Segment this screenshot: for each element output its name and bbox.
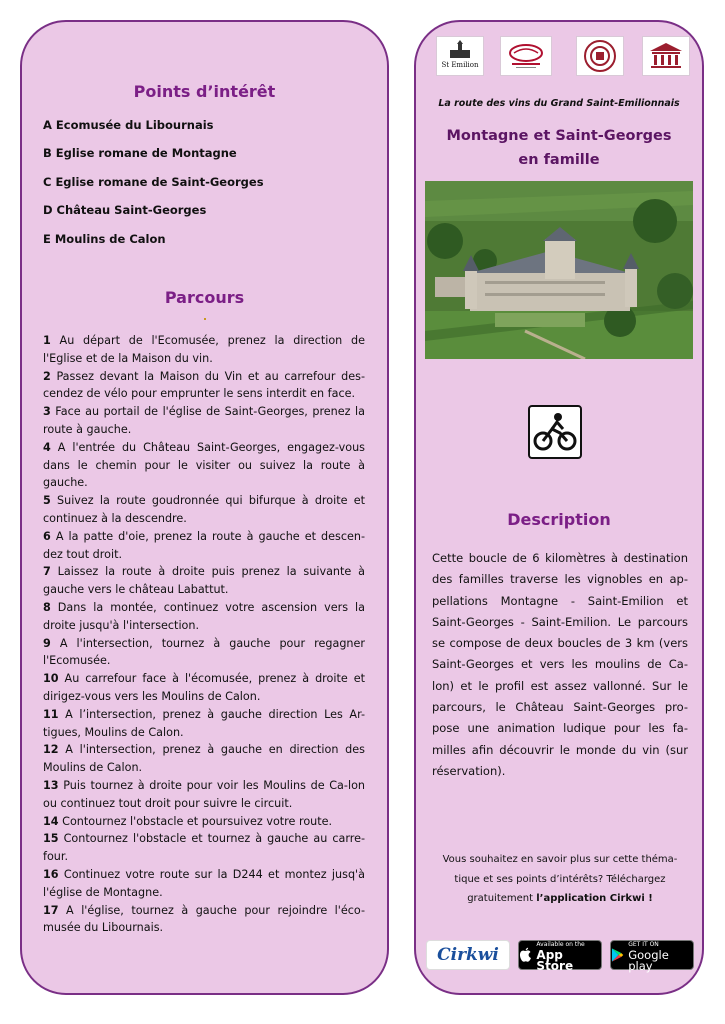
- poi-item-e: E Moulins de Calon: [43, 232, 166, 246]
- chateau-photo: [425, 181, 693, 359]
- app-promo: [426, 850, 694, 909]
- route-step: 17 A l'église, tournez à gauche pour rejoindre l'éco-musée du Libournais.: [43, 903, 365, 935]
- route-step: 12 A l'intersection, prenez à gauche en direction des Moulins de Calon.: [43, 743, 365, 775]
- app-store-button[interactable]: [518, 940, 602, 973]
- promo-line-3: gratuitement l’application Cirkwi !: [467, 893, 653, 904]
- left-panel: [20, 20, 389, 995]
- promo-app-name: l’application Cirkwi !: [536, 893, 653, 904]
- route-step: 10 Au carrefour face à l'écomusée, prenez à droite et dirigez-vous vers les Moulins de Calon.: [43, 672, 365, 703]
- route-step: 16 Continuez votre route sur la D244 et montez jusq'à l'église de Montagne.: [43, 867, 365, 899]
- logo-text: St Emilion: [441, 61, 479, 69]
- route-step: 11 A l’intersection, prenez à gauche direction Les Ar-tigues, Moulins de Calon.: [43, 707, 365, 739]
- promo-line-2: tique et ses points d’intérêts? Téléchargez: [454, 873, 666, 885]
- google-play-icon: [611, 947, 624, 963]
- route-step: 6 A la patte d'oie, prenez la route à gauche et descen-dez tout droit.: [43, 529, 365, 561]
- route-step: 4 A l'entrée du Château Saint-Georges, engagez-vous dans le chemin pour le visiter ou suivez la route à gauche.: [43, 440, 365, 490]
- route-step: 15 Contournez l'obstacle et tournez à gauche au carre-four.: [43, 832, 365, 864]
- page-title: [416, 124, 702, 172]
- route-step: 2 Passez devant la Maison du Vin et au carrefour des-cendez de vélo pour emprunter le sens interdit en face.: [43, 369, 365, 401]
- app-store-big-text: App Store: [536, 947, 574, 973]
- cirkwi-button[interactable]: [426, 940, 510, 970]
- title-line-1: Montagne et Saint-Georges: [446, 128, 672, 144]
- cirkwi-logo: Cirkwi: [437, 945, 499, 965]
- right-panel: [414, 20, 704, 995]
- poi-item-b: B Eglise romane de Montagne: [43, 146, 237, 160]
- poi-item-a: A Ecomusée du Libournais: [43, 118, 214, 132]
- route-step: 7 Laissez la route à droite puis prenez la suivante à gauche vers le château Labattut.: [43, 565, 365, 597]
- apple-icon: [519, 947, 532, 963]
- tagline: La route des vins du Grand Saint-Emilionnais: [438, 98, 680, 109]
- bicycle-icon: [528, 405, 582, 459]
- decorative-dot: [204, 318, 206, 320]
- poi-item-c: C Eglise romane de Saint-Georges: [43, 175, 264, 189]
- heritage-logo-icon: [576, 36, 624, 76]
- promo-line-1: Vous souhaitez en savoir plus sur cette théma-: [442, 854, 678, 865]
- route-step: 13 Puis tournez à droite pour voir les Moulins de Ca-lon ou continuez tout droit pour suivre le circuit.: [43, 778, 365, 810]
- description-title: Description: [507, 510, 611, 529]
- route-step: 1 Au départ de l'Ecomusée, prenez la direction de l'Eglise et de la Maison du vin.: [43, 334, 365, 365]
- google-play-big-text: Google play: [628, 947, 669, 973]
- app-store-small-text: Available on the: [536, 940, 585, 948]
- title-line-2: en famille: [518, 152, 600, 168]
- description-text: Cette boucle de 6 kilomètres à destination des familles traverse les vignobles en ap-pellations Montagne - Saint-Emilion et Saint-Georges - Saint-Emilion. Le parcours se compose de deux boucles de 3 km (vers Saint-Georges et vers les moulins de Ca-lon) et le profil est assez vallonné. Sur le parcours, le Château Saint-Georges pro-pose une animation ludique pour les fa-milles afin découvrir le monde du vin (sur réservation).: [432, 551, 688, 778]
- route-step: 8 Dans la montée, continuez votre ascension vers la droite jusqu'à l'intersection.: [43, 600, 365, 632]
- poi-title: Points d’intérêt: [133, 82, 276, 101]
- unesco-logo-icon: [642, 36, 690, 76]
- church-logo-icon: [436, 36, 484, 76]
- wine-logo-icon: [500, 36, 552, 76]
- route-step: 14 Contournez l'obstacle et poursuivez votre route.: [43, 814, 333, 828]
- google-play-small-text: GET IT ON: [628, 940, 659, 948]
- route-step: 9 A l'intersection, tournez à gauche pour regagner l'Ecomusée.: [43, 636, 365, 668]
- route-step: 3 Face au portail de l'église de Saint-Georges, prenez la route à gauche.: [43, 405, 365, 436]
- google-play-button[interactable]: [610, 940, 694, 973]
- route-step: 5 Suivez la route goudronnée qui bifurque à droite et continuez à la descendre.: [43, 494, 365, 525]
- poi-item-d: D Château Saint-Georges: [43, 203, 207, 217]
- route-title: Parcours: [164, 288, 245, 307]
- route-steps: [43, 332, 365, 937]
